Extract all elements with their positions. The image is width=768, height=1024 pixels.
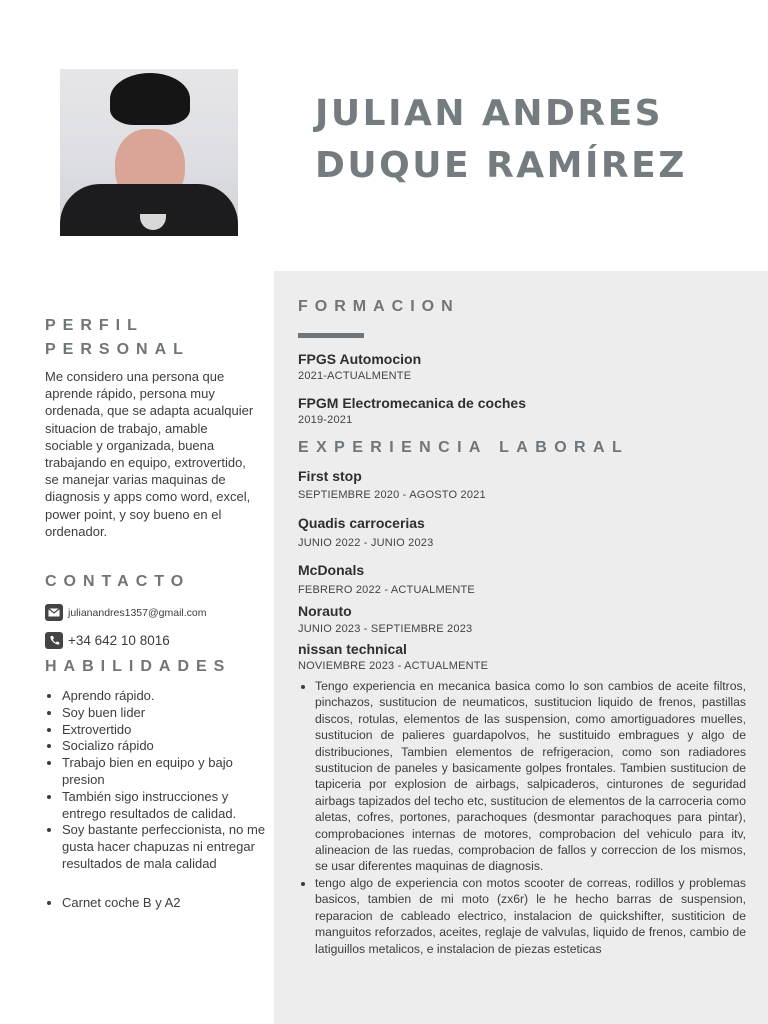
education-heading: FORMACION: [298, 298, 460, 315]
experience-details: [298, 678, 746, 957]
job-title: Norauto: [298, 603, 352, 619]
profile-heading: [45, 314, 190, 362]
name-line-2: DUQUE RAMÍREZ: [315, 145, 687, 186]
profile-text: Me considero una persona que aprende rápido, persona muy ordenada, que se adapta acualquier situacion de trabajo, amable sociable y organizada, buena trabajando en equipo, extrovertido, se manejar varias maquinas de diagnosis y apps como word, excel, power point, y soy bueno en el ordenador.: [45, 369, 254, 539]
name-line-1: JULIAN ANDRES: [315, 93, 664, 134]
profile-heading-line-2: PERSONAL: [45, 341, 190, 358]
education-date: 2021-ACTUALMENTE: [298, 370, 412, 382]
skills-heading: HABILIDADES: [45, 658, 232, 675]
job-date: JUNIO 2022 - JUNIO 2023: [298, 537, 434, 549]
contact-heading: CONTACTO: [45, 573, 191, 590]
contact-phone[interactable]: +34 642 10 8016: [68, 633, 170, 648]
education-date: 2019-2021: [298, 414, 353, 426]
candidate-name: [315, 88, 755, 192]
profile-heading-line-1: PERFIL: [45, 317, 144, 334]
profile-photo: [60, 69, 238, 236]
skill-item: • Socializo rápido: [62, 738, 272, 755]
job-title: nissan technical: [298, 641, 407, 657]
education-title: FPGS Automocion: [298, 351, 422, 367]
contact-email-row: [45, 604, 206, 621]
skill-item: • Carnet coche B y A2: [62, 895, 272, 912]
experience-heading: EXPERIENCIA LABORAL: [298, 439, 630, 456]
job-title: Quadis carrocerias: [298, 515, 425, 531]
job-date: FEBRERO 2022 - ACTUALMENTE: [298, 584, 475, 596]
envelope-icon: [45, 604, 63, 621]
skills-list: [45, 688, 272, 912]
section-divider: [298, 333, 364, 338]
skill-item: • Soy bastante perfeccionista, no me gusta hacer chapuzas ni entregar resultados de mala calidad: [62, 822, 272, 872]
job-date: JUNIO 2023 - SEPTIEMBRE 2023: [298, 623, 473, 635]
phone-icon: [45, 632, 63, 649]
skill-item: • Extrovertido: [62, 722, 272, 739]
contact-phone-row: [45, 632, 170, 649]
job-date: SEPTIEMBRE 2020 - AGOSTO 2021: [298, 489, 486, 501]
job-title: First stop: [298, 468, 362, 484]
skill-item: • Soy buen lider: [62, 705, 272, 722]
skill-item: • Aprendo rápido.: [62, 688, 272, 705]
education-title: FPGM Electromecanica de coches: [298, 395, 526, 411]
experience-detail-item: • Tengo experiencia en mecanica basica como lo son cambios de aceite filtros, pinchazos, sustitucion de neumaticos, sustitucion liquido de frenos, pastillas discos, rotulas, elementos de las suspension, como amortiguadores muelles, sustitucion de palieres guardapolvos, he sustituido embragues y algo de distribuciones, Tambien elementos de refrigeracion, como son radiadores sustitucion de paneles y basicamente golpes frontales. Tambien sustitucion de tapiceria por explosion de airbags, salpicaderos, cinturones de seguridad airbags tapizados del techo etc, sustitucion de elementos de la carroceria como aletas, cofres, portones, parachoques (desmontar parachoques para pintar), comprobaciones internas de motores, comprobacion del vehiculo para itv, alineacion de las ruedas, comprobacion de fallos y correccion de los mismos, se usar diferentes maquinas de diagnosis.: [315, 678, 746, 875]
contact-email[interactable]: julianandres1357@gmail.com: [68, 606, 207, 619]
experience-detail-item: • tengo algo de experiencia con motos scooter de correas, rodillos y problemas basicos, tambien de mi moto (zx6r) le he hecho barras de suspension, reparacion de cableado electrico, instalacion de quickshifter, sustiticion de manguitos reforzados, aceites, reglaje de valvulas, liquido de frenos, cambio de latiguillos metalicos, e instalacion de piezas esteticas: [315, 875, 746, 957]
job-title: McDonals: [298, 562, 365, 578]
skill-item: • Trabajo bien en equipo y bajo presion: [62, 755, 272, 789]
skill-item: • También sigo instrucciones y entrego resultados de calidad.: [62, 789, 272, 823]
job-date: NOVIEMBRE 2023 - ACTUALMENTE: [298, 660, 489, 672]
